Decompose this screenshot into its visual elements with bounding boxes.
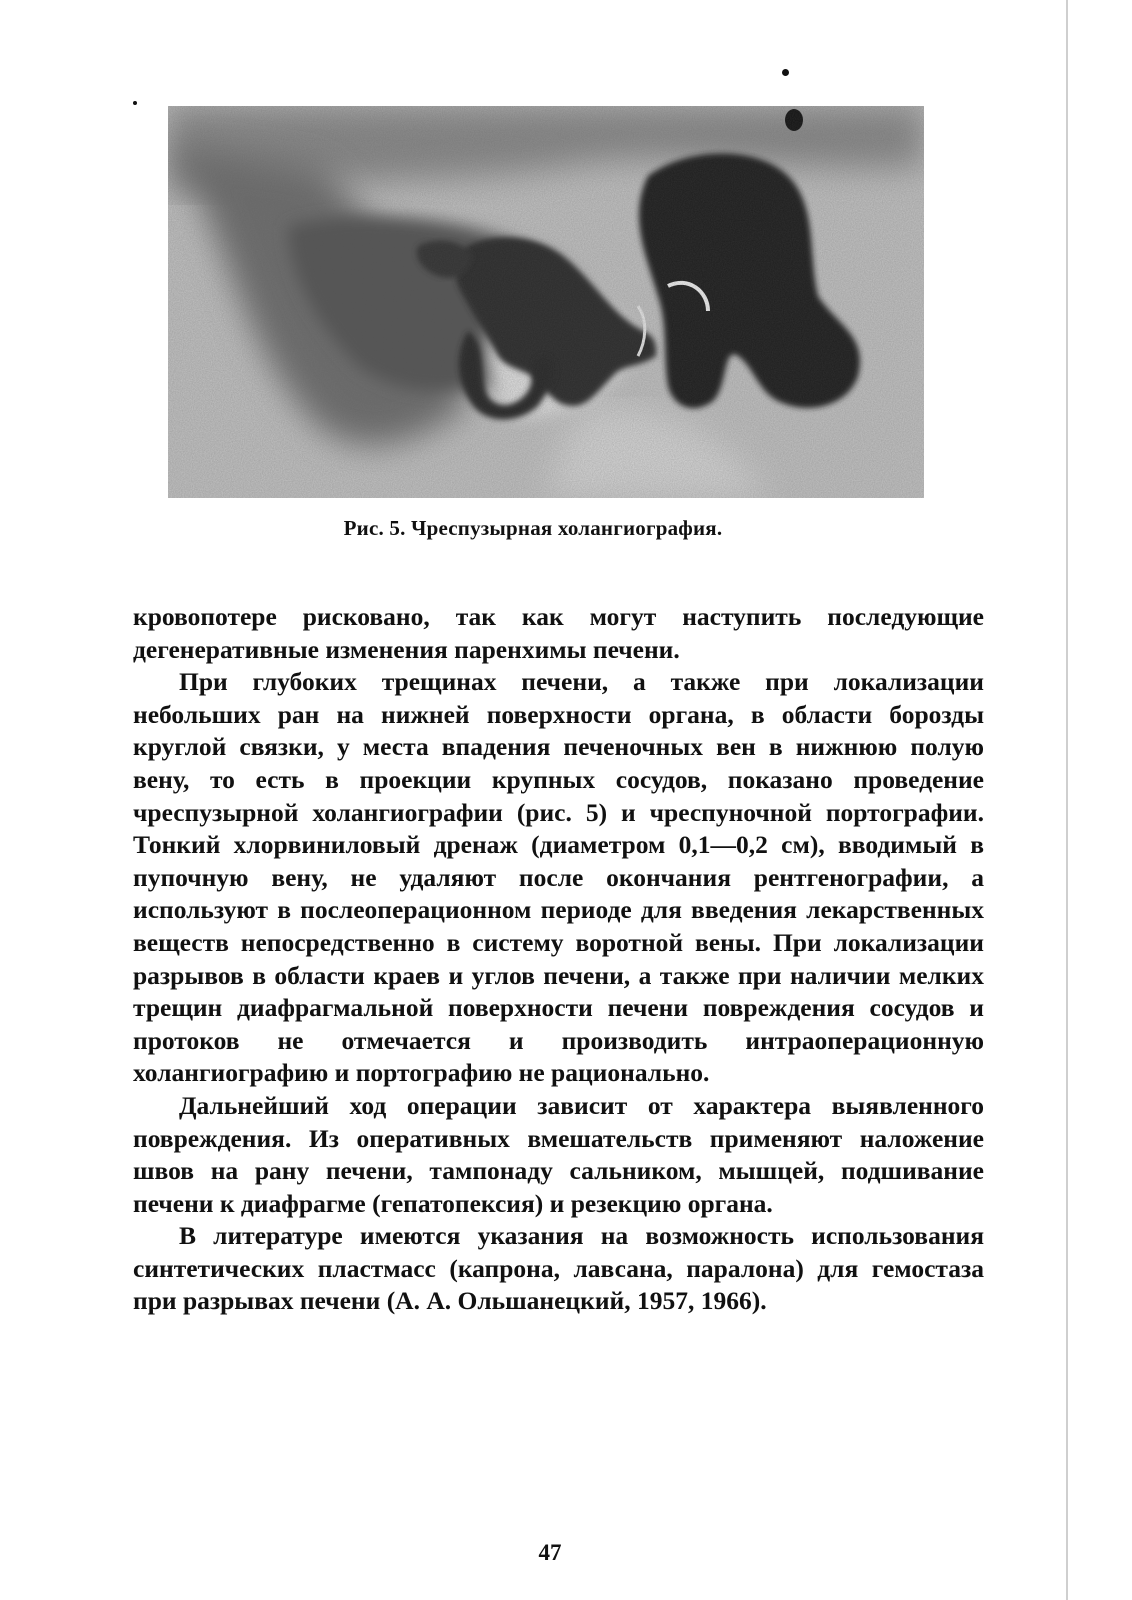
print-speck xyxy=(133,101,137,105)
paragraph: Дальнейший ход операции зависит от характера выявленного повреждения. Из оперативных вмешательств применяют наложение швов на рану печени, тампонаду сальником, мышцей, подшивание печени к диафрагме (гепатопексия) и резекцию органа. xyxy=(133,1090,984,1218)
paragraph: В литературе имеются указания на возможность использования синтетических пластмасс (капрона, лавсана, паралона) для гемостаза при разрывах печени (А. А. Ольшанецкий, 1957, 1966). xyxy=(133,1221,984,1316)
paragraph: При глубоких трещинах печени, а также при локализации небольших ран на нижней поверхности органа, в области борозды круглой связки, у места впадения печеночных вен в нижнюю полую вену, то есть в проекции крупных сосудов, показано проведение чреспузырной холангиографии (рис. 5) и чреспуночной портографии. Тонкий хлорвиниловый дренаж (диаметром 0,1—0,2 см), вводимый в пупочную вену, не удаляют после окончания рентгенографии, а используют в послеоперационном периоде для введения лекарственных веществ непосредственно в систему воротной вены. При локализации разрывов в области краев и углов печени, а также при наличии мелких трещин диафрагмальной поверхности печени повреждения сосудов и протоков не отмечается и производить интраоперационную холангиографию и портографию не рационально. xyxy=(133,667,984,1088)
page-number: 47 xyxy=(538,1540,562,1565)
body-text xyxy=(133,601,984,1318)
page-edge-line xyxy=(1066,0,1068,1600)
paragraph: кровопотере рисковано, так как могут наступить последующие дегенеративные изменения паренхимы печени. xyxy=(133,602,984,664)
print-speck xyxy=(782,69,789,76)
cholangiography-xray-image xyxy=(168,106,924,498)
figure-caption: Рис. 5. Чреспузырная холангиография. xyxy=(343,516,723,540)
